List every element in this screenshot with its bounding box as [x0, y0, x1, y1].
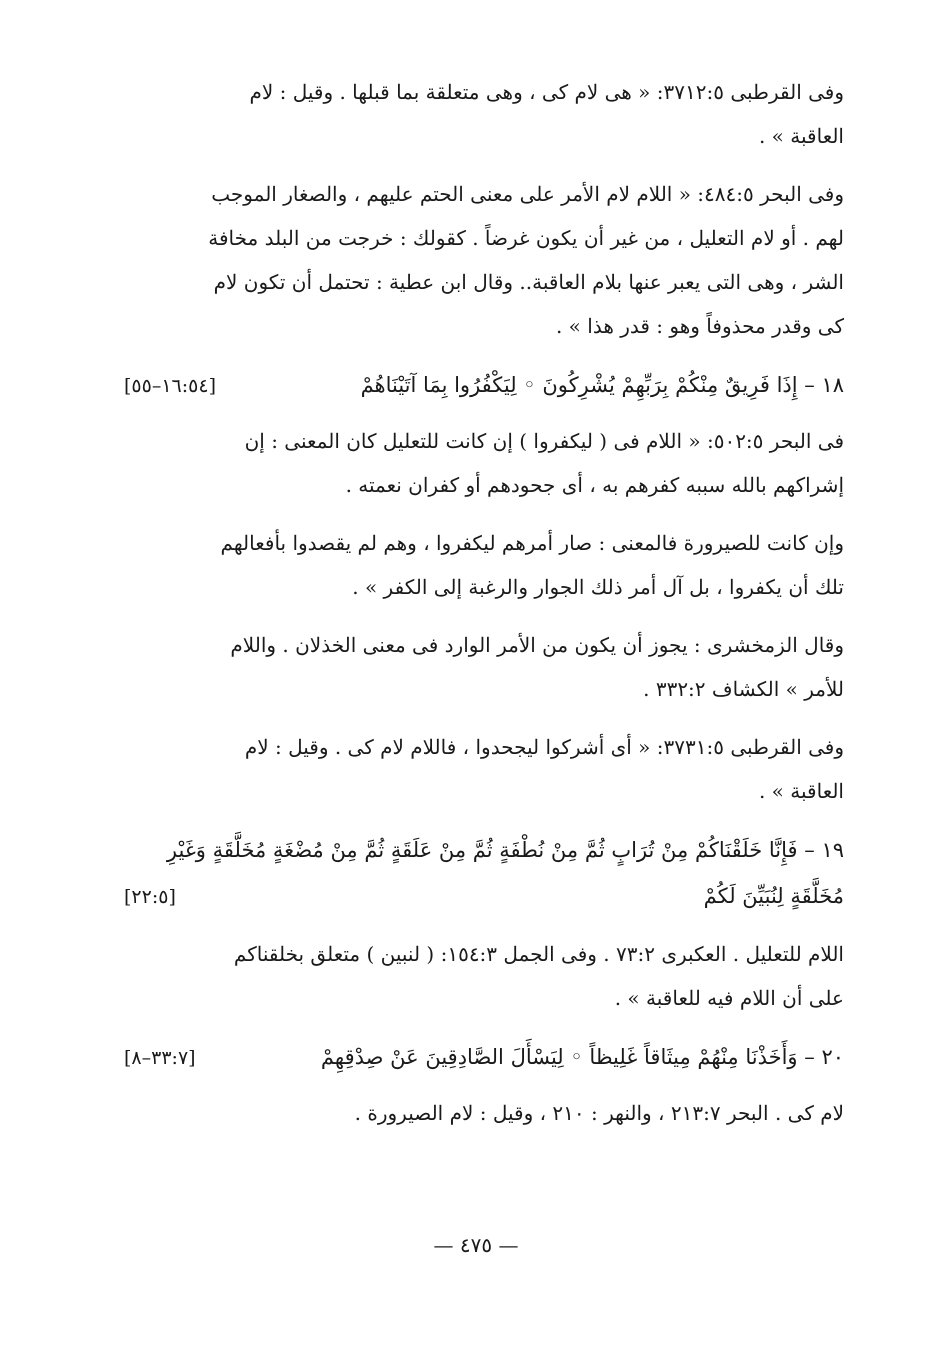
paragraph-bahr-2 [124, 419, 844, 507]
paragraph-sayrura [124, 521, 844, 609]
verse-19 [124, 827, 844, 920]
paragraph-ukbari [124, 932, 844, 1020]
paragraph-qurtubi-2 [124, 725, 844, 813]
verse-text: مُخَلَّقَةٍ لِنُبَيِّنَ لَكُمْ [703, 884, 844, 908]
text-line: لهم . أو لام التعليل ، من غير أن يكون غرضاً . كقولك : خرجت من البلد مخافة [208, 226, 844, 250]
text-line: الشر ، وهى التى يعبر عنها بلام العاقبة.. وقال ابن عطية : تحتمل أن تكون لام [213, 270, 844, 294]
text-line: للأمر » الكشاف ٣٣٢:٢ . [643, 677, 844, 701]
text-line: إشراكهم بالله سببه كفرهم به ، أى جحودهم أو كفران نعمته . [345, 473, 844, 497]
paragraph-zamakhshari [124, 623, 844, 711]
paragraph-qurtubi-1 [124, 70, 844, 158]
verse-reference: [٢٢:٥] [124, 886, 176, 908]
text-line: اللام للتعليل . العكبرى ٧٣:٢ . وفى الجمل ١٥٤:٣: ( لنبين ) متعلق بخلقناكم [233, 942, 844, 966]
text-line: فى البحر ٥٠٢:٥: « اللام فى ( ليكفروا ) إن كانت للتعليل كان المعنى : إن [244, 429, 844, 453]
text-line: وإن كانت للصيرورة فالمعنى : صار أمرهم ليكفروا ، وهم لم يقصدوا بأفعالهم [220, 531, 844, 555]
verse-reference: [١٦:٥٤–٥٥] [124, 375, 216, 397]
paragraph-lam-kay [124, 1091, 844, 1135]
verse-20 [124, 1034, 844, 1081]
text-line: العاقبة » . [758, 124, 844, 148]
text-line: تلك أن يكفروا ، بل آل أمر ذلك الجوار والرغبة إلى الكفر » . [352, 575, 844, 599]
page-number: — ٤٧٥ — [433, 1233, 519, 1257]
text-line: على أن اللام فيه للعاقبة » . [614, 986, 844, 1010]
text-line: العاقبة » . [758, 779, 844, 803]
verse-text: ١٩ – فَإِنَّا خَلَقْنَاكُمْ مِنْ تُرَابٍ ثُمَّ مِنْ نُطْفَةٍ ثُمَّ مِنْ عَلَقَةٍ ثُمَّ مِنْ مُضْغَةٍ مُخَلَّقَةٍ وَغَيْرِ [166, 838, 844, 862]
verse-reference: [٣٣:٧–٨] [124, 1047, 196, 1069]
text-line: لام كى . البحر ٢١٣:٧ ، والنهر : ٢١٠ ، وقيل : لام الصيرورة . [354, 1101, 844, 1125]
text-line: وفى البحر ٤٨٤:٥: « اللام لام الأمر على معنى الحتم عليهم ، والصغار الموجب [211, 182, 844, 206]
page-body [124, 70, 844, 1143]
verse-18 [124, 362, 844, 409]
text-line: وقال الزمخشرى : يجوز أن يكون من الأمر الوارد فى معنى الخذلان . واللام [230, 633, 844, 657]
verse-text: ٢٠ – وَأَخَذْنَا مِنْهُمْ مِيثَاقاً غَلِيظاً ◦ لِيَسْأَلَ الصَّادِقِينَ عَنْ صِدْقِهِمْ [320, 1045, 844, 1069]
verse-text: ١٨ – إِذَا فَرِيقٌ مِنْكُمْ بِرَبِّهِمْ يُشْرِكُونَ ◦ لِيَكْفُرُوا بِمَا آتَيْنَاهُمْ [360, 373, 844, 397]
text-line: كى وقدر محذوفاً وهو : قدر هذا » . [555, 314, 844, 338]
text-line: وفى القرطبى ٣٧١٢:٥: « هى لام كى ، وهى متعلقة بما قبلها . وقيل : لام [249, 80, 844, 104]
text-line: وفى القرطبى ٣٧٣١:٥: « أى أشركوا ليجحدوا ، فاللام لام كى . وقيل : لام [244, 735, 844, 759]
paragraph-bahr-1 [124, 172, 844, 348]
